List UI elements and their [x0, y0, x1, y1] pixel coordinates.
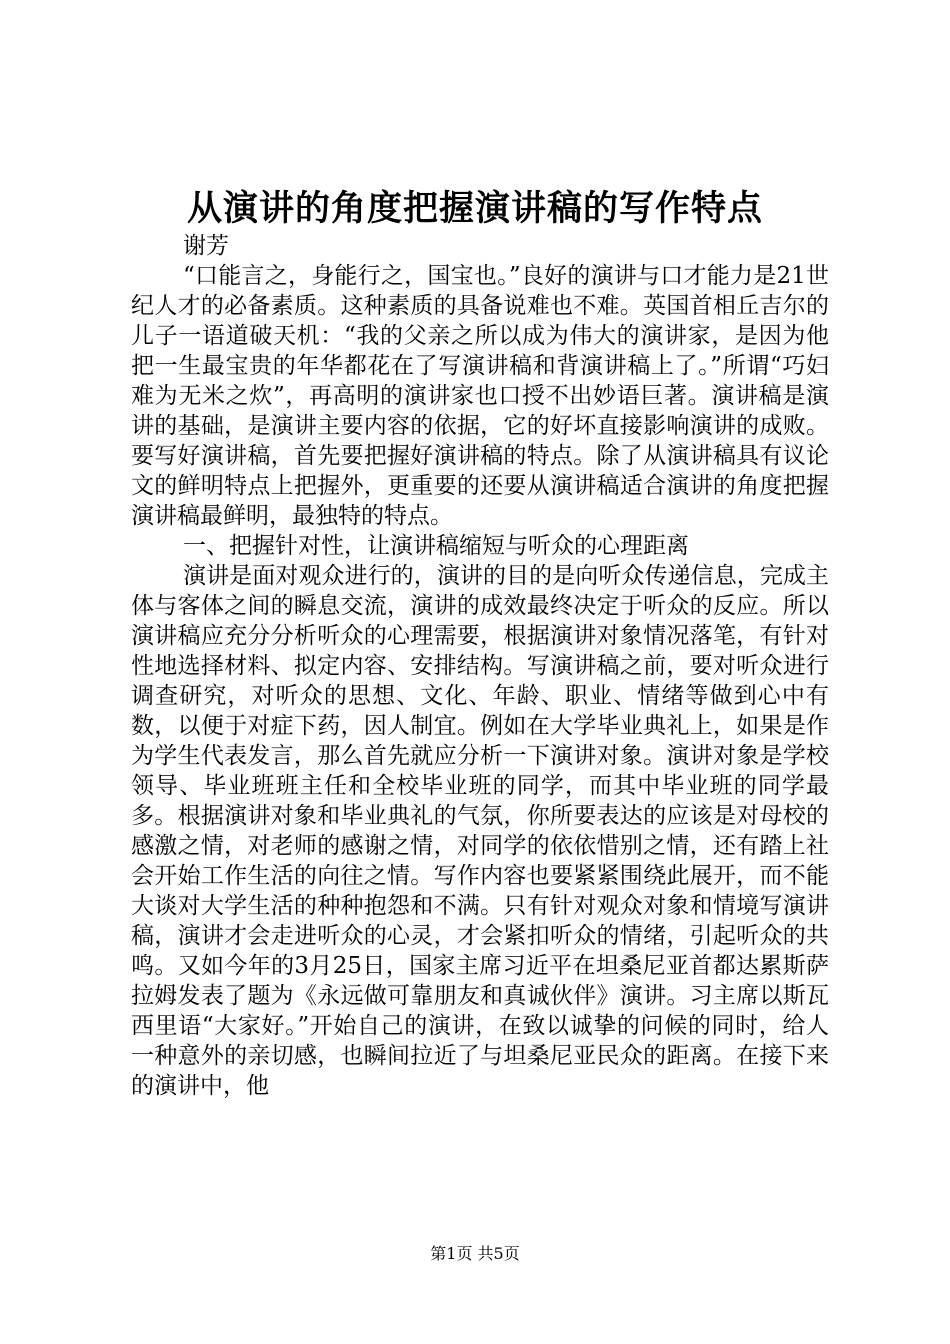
section-heading: 一、把握针对性，让演讲稿缩短与听众的心理距离 — [183, 533, 689, 559]
document-body — [131, 231, 829, 1101]
body-paragraph: “口能言之，身能行之，国宝也。”良好的演讲与口才能力是21世纪人才的必备素质。这种素质的具备说难也不难。英国首相丘吉尔的儿子一语道破天机：“我的父亲之所以成为伟大的演讲家，是因为他把一生最宝贵的年华都花在了写演讲稿和背演讲稿上了。”所谓“巧妇难为无米之炊”，再高明的演讲家也口授不出妙语巨著。演讲稿是演讲的基础，是演讲主要内容的依据，它的好坏直接影响演讲的成败。要写好演讲稿，首先要把握好演讲稿的特点。除了从演讲稿具有议论文的鲜明特点上把握外，更重要的还要从演讲稿适合演讲的角度把握演讲稿最鲜明，最独特的特点。 — [131, 263, 829, 529]
author-name: 谢芳 — [183, 233, 229, 259]
page-footer: 第1页 共5页 — [430, 1244, 520, 1263]
document-title: 从演讲的角度把握演讲稿的写作特点 — [186, 188, 763, 229]
body-paragraph: 演讲是面对观众进行的，演讲的目的是向听众传递信息，完成主体与客体之间的瞬息交流，演讲的成效最终决定于听众的反应。所以演讲稿应充分分析听众的心理需要，根据演讲对象情况落笔，有针对性地选择材料、拟定内容、安排结构。写演讲稿之前，要对听众进行调查研究，对听众的思想、文化、年龄、职业、情绪等做到心中有数，以便于对症下药，因人制宜。例如在大学毕业典礼上，如果是作为学生代表发言，那么首先就应分析一下演讲对象。演讲对象是学校领导、毕业班班主任和全校毕业班的同学，而其中毕业班的同学最多。根据演讲对象和毕业典礼的气氛，你所要表达的应该是对母校的感激之情，对老师的感谢之情，对同学的依依惜别之情，还有踏上社会开始工作生活的向往之情。写作内容也要紧紧围绕此展开，而不能大谈对大学生活的种种抱怨和不满。只有针对观众对象和情境写演讲稿，演讲才会走进听众的心灵，才会紧扣听众的情绪，引起听众的共鸣。又如今年的3月25日，国家主席习近平在坦桑尼亚首都达累斯萨拉姆发表了题为《永远做可靠朋友和真诚伙伴》演讲。习主席以斯瓦西里语“大家好。”开始自己的演讲，在致以诚挚的问候的同时，给人一种意外的亲切感，也瞬间拉近了与坦桑尼亚民众的距离。在接下来的演讲中，他 — [131, 563, 829, 1099]
